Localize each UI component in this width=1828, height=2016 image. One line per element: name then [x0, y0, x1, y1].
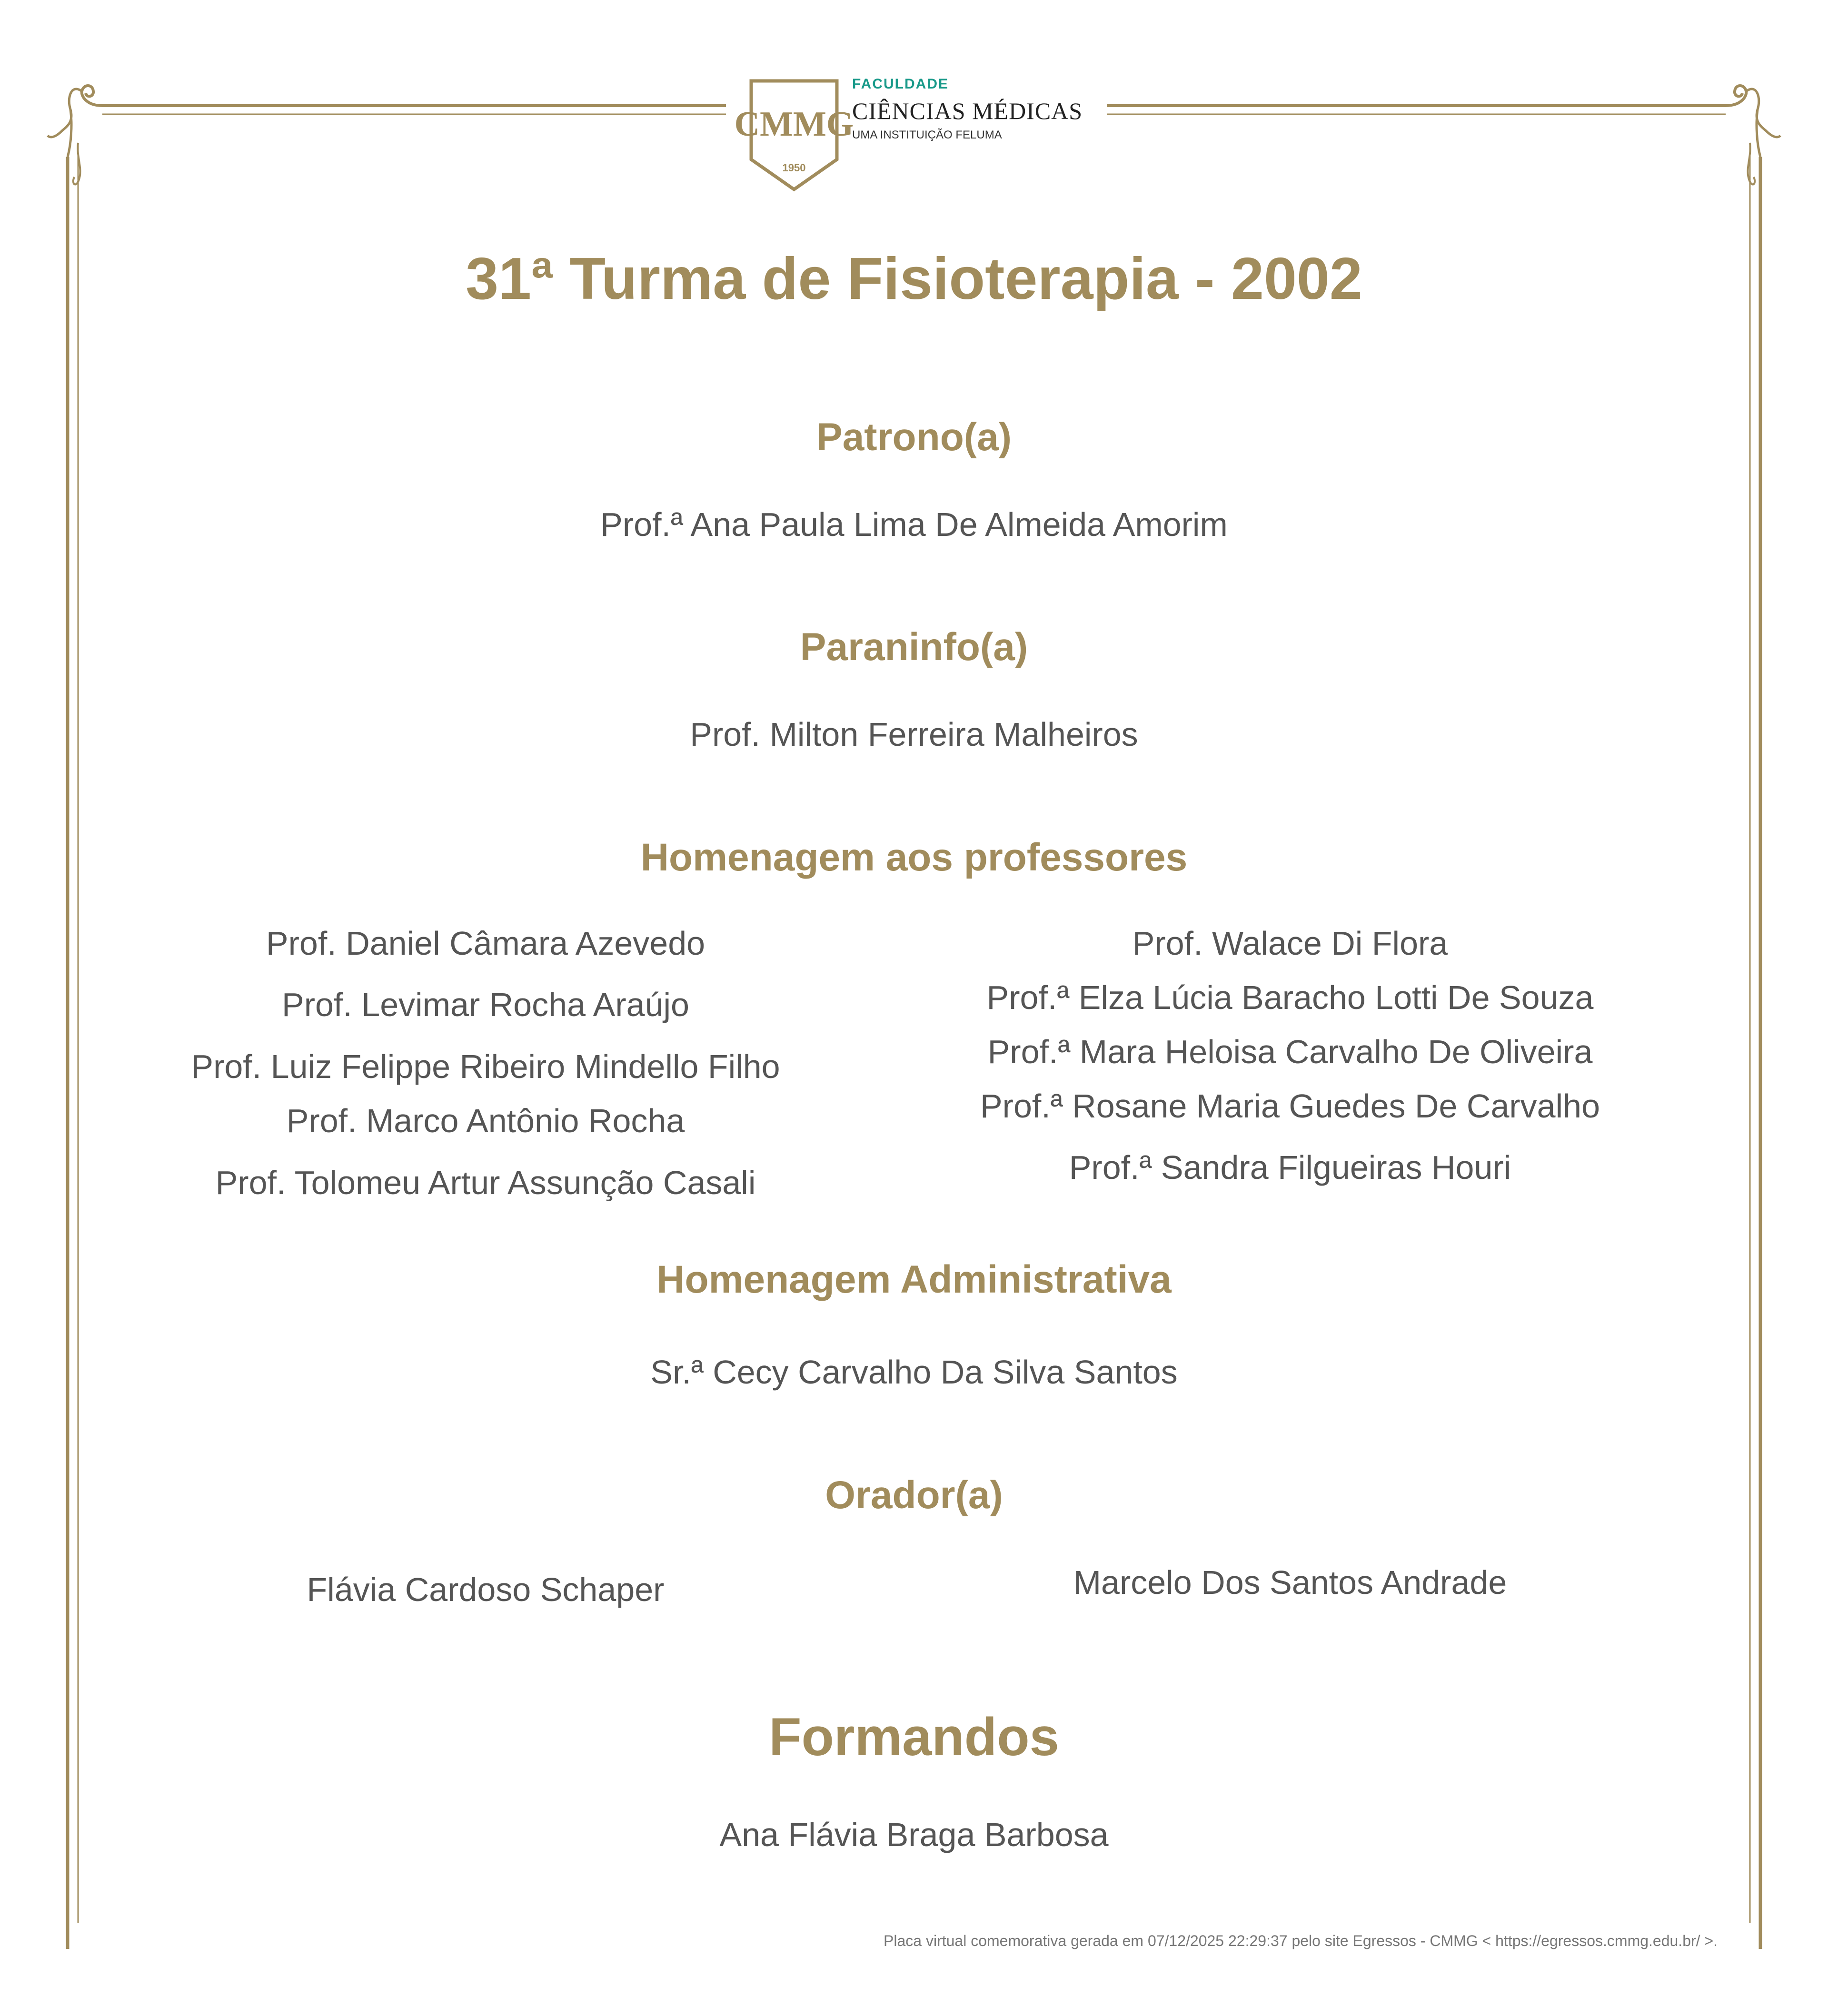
- logo-subtitle: UMA INSTITUIÇÃO FELUMA: [852, 128, 1002, 141]
- orador-name: Marcelo Dos Santos Andrade: [1073, 1564, 1507, 1601]
- page-title: 31ª Turma de Fisioterapia - 2002: [466, 246, 1362, 312]
- honored-professor: Prof.ª Mara Heloisa Carvalho De Oliveira: [987, 1033, 1593, 1070]
- homenagem-administrativa-heading: Homenagem Administrativa: [656, 1258, 1172, 1301]
- paraninfo-name: Prof. Milton Ferreira Malheiros: [690, 716, 1138, 753]
- administrative-honoree: Sr.ª Cecy Carvalho Da Silva Santos: [650, 1354, 1178, 1391]
- honored-professor: Prof.ª Elza Lúcia Baracho Lotti De Souza: [986, 979, 1594, 1016]
- honored-professor: Prof. Levimar Rocha Araújo: [282, 986, 689, 1023]
- institution-logo: [734, 76, 1089, 200]
- honored-professor: Prof. Luiz Felippe Ribeiro Mindello Filho: [191, 1048, 780, 1085]
- logo-institution-name: CIÊNCIAS MÉDICAS: [852, 98, 1083, 124]
- homenagem-professores-heading: Homenagem aos professores: [640, 836, 1188, 879]
- orador-name: Flávia Cardoso Schaper: [307, 1571, 665, 1608]
- logo-faculdade-label: FACULDADE: [852, 76, 949, 92]
- logo-monogram: CMMG: [734, 105, 854, 144]
- logo-year: 1950: [782, 162, 806, 174]
- footer-note: Placa virtual comemorativa gerada em 07/12/2025 22:29:37 pelo site Egressos - CMMG < https://egressos.cmmg.edu.br/ >.: [884, 1932, 1718, 1949]
- honored-professor: Prof. Tolomeu Artur Assunção Casali: [215, 1164, 756, 1201]
- orador-heading: Orador(a): [825, 1473, 1003, 1517]
- honored-professor: Prof. Marco Antônio Rocha: [286, 1102, 685, 1139]
- patrono-name: Prof.ª Ana Paula Lima De Almeida Amorim: [600, 506, 1228, 543]
- paraninfo-heading: Paraninfo(a): [800, 625, 1028, 669]
- honored-professor: Prof.ª Rosane Maria Guedes De Carvalho: [980, 1087, 1600, 1125]
- patrono-heading: Patrono(a): [816, 415, 1012, 459]
- honored-professor: Prof. Daniel Câmara Azevedo: [266, 925, 705, 962]
- graduate-name: Ana Flávia Braga Barbosa: [719, 1816, 1109, 1853]
- formandos-heading: Formandos: [769, 1707, 1059, 1767]
- cmmg-shield-icon: [734, 76, 854, 193]
- honored-professor: Prof.ª Sandra Filgueiras Houri: [1069, 1149, 1511, 1186]
- honored-professor: Prof. Walace Di Flora: [1132, 925, 1448, 962]
